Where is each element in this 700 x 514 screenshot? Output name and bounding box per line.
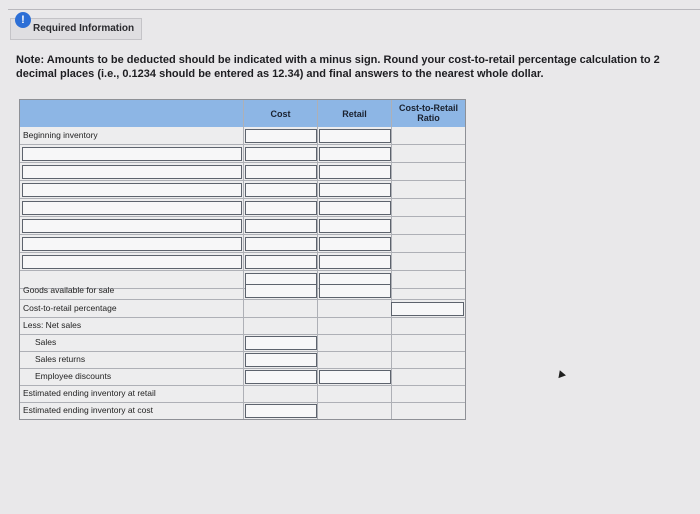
cost-to-retail-label: Cost-to-retail percentage <box>23 303 117 313</box>
table-row-entry-6 <box>20 235 465 252</box>
description-dropdown-1[interactable] <box>22 147 242 161</box>
entry-1-cost-input[interactable] <box>245 147 317 161</box>
less-net-sales-label: Less: Net sales <box>23 320 82 330</box>
entry-6-retail-input[interactable] <box>319 237 391 251</box>
description-dropdown-4[interactable] <box>22 201 242 215</box>
table-row-est-ending-retail <box>20 385 465 402</box>
cost-column-label: Cost <box>270 109 291 119</box>
description-dropdown-2[interactable] <box>22 165 242 179</box>
description-dropdown-3[interactable] <box>22 183 242 197</box>
retail-inventory-table <box>19 99 466 420</box>
est-ending-cost-input[interactable] <box>245 404 317 418</box>
description-dropdown-7[interactable] <box>22 255 242 269</box>
description-dropdown-5[interactable] <box>22 219 242 233</box>
entry-4-cost-input[interactable] <box>245 201 317 215</box>
required-information-label: Required Information <box>33 23 135 34</box>
header-retail <box>318 100 392 127</box>
net-sales-retail-input[interactable] <box>319 370 391 384</box>
table-row-entry-3 <box>20 181 465 198</box>
entry-1-retail-input[interactable] <box>319 147 391 161</box>
est-ending-cost-label: Estimated ending inventory at cost <box>23 405 153 415</box>
sales-returns-label: Sales returns <box>35 354 86 364</box>
entry-7-retail-input[interactable] <box>319 255 391 269</box>
table-row-entry-2 <box>20 163 465 180</box>
retail-column-label: Retail <box>342 109 367 119</box>
table-row-sales-returns <box>20 351 465 368</box>
description-dropdown-6[interactable] <box>22 237 242 251</box>
header-description-column <box>20 100 244 127</box>
goods-available-label: Goods available for sale <box>23 285 115 295</box>
entry-5-cost-input[interactable] <box>245 219 317 233</box>
est-ending-retail-label: Estimated ending inventory at retail <box>23 388 156 398</box>
employee-discounts-label: Employee discounts <box>35 371 112 381</box>
table-row-cost-to-retail <box>20 300 465 317</box>
table-row-est-ending-cost <box>20 402 465 419</box>
mouse-pointer-icon <box>556 369 566 378</box>
beginning-inventory-label: Beginning inventory <box>23 130 98 140</box>
entry-3-retail-input[interactable] <box>319 183 391 197</box>
instruction-note: Note: Amounts to be deducted should be indicated with a minus sign. Round your cost-to-retail percentage calculation to 2 decimal places (i.e., 0.1234 should be entered as 12.34) and final answers to the nearest whole dollar. <box>16 54 660 80</box>
table-row-goods-available <box>20 282 465 299</box>
table-row-entry-7 <box>20 253 465 270</box>
entry-5-retail-input[interactable] <box>319 219 391 233</box>
table-row-entry-5 <box>20 217 465 234</box>
employee-discounts-cost-input[interactable] <box>245 370 317 384</box>
table-row-employee-discounts <box>20 368 465 385</box>
sales-cost-input[interactable] <box>245 336 317 350</box>
table-row-entry-4 <box>20 199 465 216</box>
beginning-inventory-retail-input[interactable] <box>319 129 391 143</box>
entry-2-cost-input[interactable] <box>245 165 317 179</box>
required-information-tab[interactable] <box>10 14 142 40</box>
goods-available-cost-input[interactable] <box>245 284 317 298</box>
table-row-less-net-sales <box>20 317 465 334</box>
entry-3-cost-input[interactable] <box>245 183 317 197</box>
top-divider <box>8 9 700 10</box>
table-row-entry-1 <box>20 145 465 162</box>
cost-to-retail-ratio-input[interactable] <box>391 302 464 316</box>
entry-4-retail-input[interactable] <box>319 201 391 215</box>
entry-7-cost-input[interactable] <box>245 255 317 269</box>
entry-2-retail-input[interactable] <box>319 165 391 179</box>
sales-label: Sales <box>35 337 57 347</box>
table-row-beginning-inventory <box>20 127 465 144</box>
header-cost <box>244 100 318 127</box>
sales-returns-cost-input[interactable] <box>245 353 317 367</box>
alert-info-icon: ! <box>15 12 31 28</box>
ratio-column-label-line1: Cost-to-Retail <box>399 103 458 113</box>
header-cost-to-retail-ratio <box>392 100 465 127</box>
ratio-column-label-line2: Ratio <box>417 113 440 123</box>
goods-available-retail-input[interactable] <box>319 284 391 298</box>
beginning-inventory-cost-input[interactable] <box>245 129 317 143</box>
entry-6-cost-input[interactable] <box>245 237 317 251</box>
table-row-sales <box>20 334 465 351</box>
